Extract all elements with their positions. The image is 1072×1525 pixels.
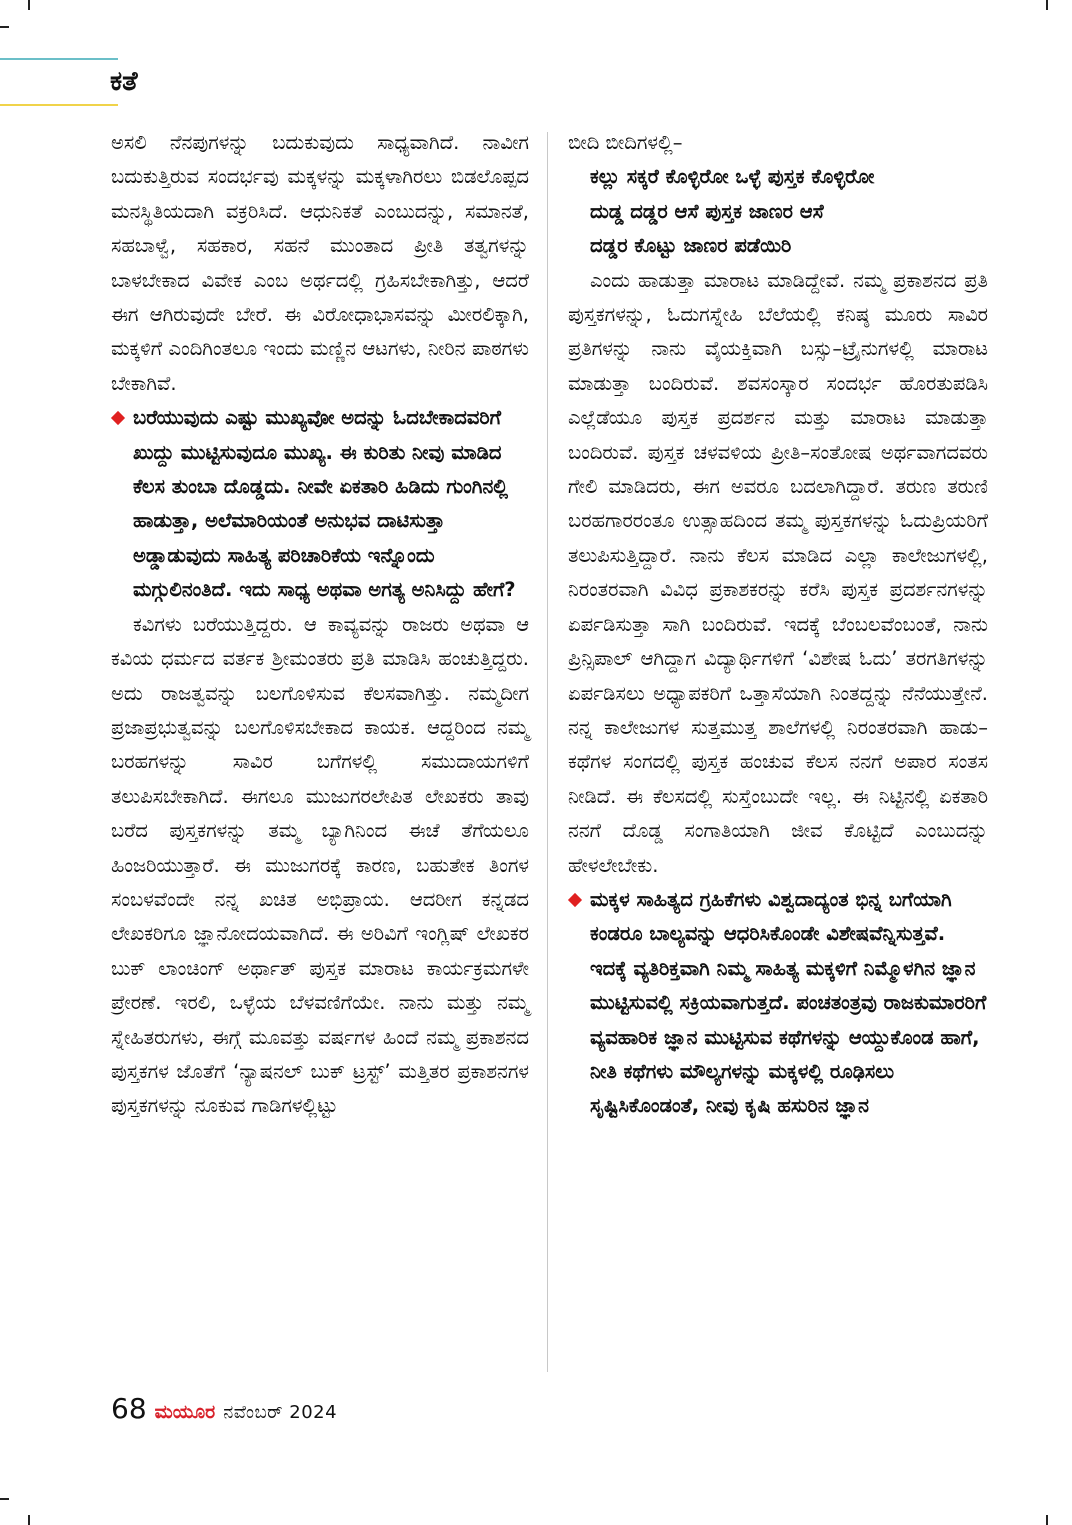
crop-mark xyxy=(28,1515,30,1525)
header-rule-yellow xyxy=(0,104,118,106)
section-title: ಕತೆ xyxy=(110,66,138,97)
left-column xyxy=(111,126,529,1124)
diamond-bullet-icon xyxy=(111,411,125,425)
verse-line: ದಡ್ಡರ ಕೊಟ್ಟು ಜಾಣರ ಪಡೆಯಿರಿ xyxy=(590,234,792,258)
magazine-logo: ಮಯೂರ xyxy=(154,1401,216,1423)
question-text: ಬರೆಯುವುದು ಎಷ್ಟು ಮುಖ್ಯವೋ ಅದನ್ನು ಓದಬೇಕಾದವರಿಗೆ ಖುದ್ದು ಮುಟ್ಟಿಸುವುದೂ ಮುಖ್ಯ. ಈ ಕುರಿತು ನೀವು ಮಾಡಿದ ಕೆಲಸ ತುಂಬಾ ದೊಡ್ಡದು. ನೀವೇ ಏಕತಾರಿ ಹಿಡಿದು ಗುಂಗಿನಲ್ಲಿ ಹಾಡುತ್ತಾ, ಅಲೆಮಾರಿಯಂತೆ ಅನುಭವ ದಾಟಿಸುತ್ತಾ ಅಡ್ಡಾಡುವುದು ಸಾಹಿತ್ಯ ಪರಿಚಾರಿಕೆಯ ಇನ್ನೊಂದು ಮಗ್ಗುಲಿನಂತಿದೆ. ಇದು ಸಾಧ್ಯ ಅಥವಾ ಅಗತ್ಯ ಅನಿಸಿದ್ದು ಹೇಗೆ? xyxy=(133,406,516,602)
page-number: 68 xyxy=(111,1392,147,1425)
crop-mark xyxy=(0,1498,9,1500)
crop-mark xyxy=(1046,1515,1048,1525)
header-rule-teal xyxy=(0,58,118,60)
crop-mark xyxy=(1046,0,1048,10)
crop-mark xyxy=(0,26,9,28)
issue-date: ನವೆಂಬರ್ 2024 xyxy=(223,1402,338,1423)
right-column xyxy=(568,126,988,1124)
page-footer xyxy=(111,1392,337,1425)
verse-line: ದುಡ್ಡ ದಡ್ಡರ ಆಸೆ ಪುಸ್ತಕ ಜಾಣರ ಆಸೆ xyxy=(590,199,824,223)
question-text: ಮಕ್ಕಳ ಸಾಹಿತ್ಯದ ಗ್ರಹಿಕೆಗಳು ವಿಶ್ವದಾದ್ಯಂತ ಭಿನ್ನ ಬಗೆಯಾಗಿ ಕಂಡರೂ ಬಾಲ್ಯವನ್ನು ಆಧರಿಸಿಕೊಂಡೇ ವಿಶೇಷವೆನ್ನಿಸುತ್ತವೆ. ಇದಕ್ಕೆ ವ್ಯತಿರಿಕ್ತವಾಗಿ ನಿಮ್ಮ ಸಾಹಿತ್ಯ ಮಕ್ಕಳಿಗೆ ನಿಮ್ಮೊಳಗಿನ ಜ್ಞಾನ ಮುಟ್ಟಿಸುವಲ್ಲಿ ಸಕ್ರಿಯವಾಗುತ್ತದೆ. ಪಂಚತಂತ್ರವು ರಾಜಕುಮಾರರಿಗೆ ವ್ಯವಹಾರಿಕ ಜ್ಞಾನ ಮುಟ್ಟಿಸುವ ಕಥೆಗಳನ್ನು ಆಯ್ದುಕೊಂಡ ಹಾಗೆ, ನೀತಿ ಕಥೆಗಳು ಮೌಲ್ಯಗಳನ್ನು ಮಕ್ಕಳಲ್ಲಿ ರೂಢಿಸಲು ಸೃಷ್ಟಿಸಿಕೊಂಡಂತೆ, ನೀವು ಕೃಷಿ ಹಸುರಿನ ಜ್ಞಾನ xyxy=(590,887,987,1118)
verse-line: ಕಲ್ಲು ಸಕ್ಕರೆ ಕೊಳ್ಳಿರೋ ಒಳ್ಳೆ ಪುಸ್ತಕ ಕೊಳ್ಳಿರೋ xyxy=(590,165,875,189)
body-paragraph: ಕವಿಗಳು ಬರೆಯುತ್ತಿದ್ದರು. ಆ ಕಾವ್ಯವನ್ನು ರಾಜರು ಅಥವಾ ಆ ಕವಿಯ ಧರ್ಮದ ವರ್ತಕ ಶ್ರೀಮಂತರು ಪ್ರತಿ ಮಾಡಿಸಿ ಹಂಚುತ್ತಿದ್ದರು. ಅದು ರಾಜತ್ವವನ್ನು ಬಲಗೊಳಿಸುವ ಕೆಲಸವಾಗಿತ್ತು. ನಮ್ಮದೀಗ ಪ್ರಜಾಪ್ರಭುತ್ವವನ್ನು ಬಲಗೊಳಿಸಬೇಕಾದ ಕಾಯಕ. ಆದ್ದರಿಂದ ನಮ್ಮ ಬರಹಗಳನ್ನು ಸಾವಿರ ಬಗೆಗಳಲ್ಲಿ ಸಮುದಾಯಗಳಿಗೆ ತಲುಪಿಸಬೇಕಾಗಿದೆ. ಈಗಲೂ ಮುಜುಗರಲೇಪಿತ ಲೇಖಕರು ತಾವು ಬರೆದ ಪುಸ್ತಕಗಳನ್ನು ತಮ್ಮ ಬ್ಯಾಗಿನಿಂದ ಈಚೆ ತೆಗೆಯಲೂ ಹಿಂಜರಿಯುತ್ತಾರೆ. ಈ ಮುಜುಗರಕ್ಕೆ ಕಾರಣ, ಬಹುತೇಕ ತಿಂಗಳ ಸಂಬಳವೆಂದೇ ನನ್ನ ಖಚಿತ ಅಭಿಪ್ರಾಯ. ಆದರೀಗ ಕನ್ನಡದ ಲೇಖಕರಿಗೂ ಜ್ಞಾನೋದಯವಾಗಿದೆ. ಈ ಅರಿವಿಗೆ ಇಂಗ್ಲಿಷ್ ಲೇಖಕರ ಬುಕ್ ಲಾಂಚಿಂಗ್ ಅರ್ಥಾತ್ ಪುಸ್ತಕ ಮಾರಾಟ ಕಾರ್ಯಕ್ರಮಗಳೇ ಪ್ರೇರಣೆ. ಇರಲಿ, ಒಳ್ಳೆಯ ಬೆಳವಣಿಗೆಯೇ. ನಾನು ಮತ್ತು ನಮ್ಮ ಸ್ನೇಹಿತರುಗಳು, ಈಗ್ಗೆ ಮೂವತ್ತು ವರ್ಷಗಳ ಹಿಂದೆ ನಮ್ಮ ಪ್ರಕಾಶನದ ಪುಸ್ತಕಗಳ ಜೊತೆಗೆ ‘ನ್ಯಾಷನಲ್ ಬುಕ್ ಟ್ರಸ್ಟ್’ ಮತ್ತಿತರ ಪ್ರಕಾಶನಗಳ ಪುಸ್ತಕಗಳನ್ನು ನೂಕುವ ಗಾಡಿಗಳಲ್ಲಿಟ್ಟು xyxy=(111,612,529,1118)
interview-question xyxy=(111,401,529,607)
diamond-bullet-icon xyxy=(568,893,582,907)
interview-question xyxy=(568,883,988,1124)
body-paragraph: ಎಂದು ಹಾಡುತ್ತಾ ಮಾರಾಟ ಮಾಡಿದ್ದೇವೆ. ನಮ್ಮ ಪ್ರಕಾಶನದ ಪ್ರತಿ ಪುಸ್ತಕಗಳನ್ನು, ಓದುಗಸ್ನೇಹಿ ಬೆಲೆಯಲ್ಲಿ ಕನಿಷ್ಠ ಮೂರು ಸಾವಿರ ಪ್ರತಿಗಳನ್ನು ನಾನು ವೈಯಕ್ತಿವಾಗಿ ಬಸ್ಸು–ಟ್ರೈನುಗಳಲ್ಲಿ ಮಾರಾಟ ಮಾಡುತ್ತಾ ಬಂದಿರುವೆ. ಶವಸಂಸ್ಕಾರ ಸಂದರ್ಭ ಹೊರತುಪಡಿಸಿ ಎಲ್ಲೆಡೆಯೂ ಪುಸ್ತಕ ಪ್ರದರ್ಶನ ಮತ್ತು ಮಾರಾಟ ಮಾಡುತ್ತಾ ಬಂದಿರುವೆ. ಪುಸ್ತಕ ಚಳವಳಿಯ ಪ್ರೀತಿ–ಸಂತೋಷ ಅರ್ಥವಾಗದವರು ಗೇಲಿ ಮಾಡಿದರು, ಈಗ ಅವರೂ ಬದಲಾಗಿದ್ದಾರೆ. ತರುಣ ತರುಣಿ ಬರಹಗಾರರಂತೂ ಉತ್ಸಾಹದಿಂದ ತಮ್ಮ ಪುಸ್ತಕಗಳನ್ನು ಓದುಪ್ರಿಯರಿಗೆ ತಲುಪಿಸುತ್ತಿದ್ದಾರೆ. ನಾನು ಕೆಲಸ ಮಾಡಿದ ಎಲ್ಲಾ ಕಾಲೇಜುಗಳಲ್ಲಿ, ನಿರಂತರವಾಗಿ ವಿವಿಧ ಪ್ರಕಾಶಕರನ್ನು ಕರೆಸಿ ಪುಸ್ತಕ ಪ್ರದರ್ಶನಗಳನ್ನು ಏರ್ಪಡಿಸುತ್ತಾ ಸಾಗಿ ಬಂದಿರುವೆ. ಇದಕ್ಕೆ ಬೆಂಬಲವೆಂಬಂತೆ, ನಾನು ಪ್ರಿನ್ಸಿಪಾಲ್ ಆಗಿದ್ದಾಗ ವಿದ್ಯಾರ್ಥಿಗಳಿಗೆ ‘ವಿಶೇಷ ಓದು’ ತರಗತಿಗಳನ್ನು ಏರ್ಪಡಿಸಲು ಅಧ್ಯಾಪಕರಿಗೆ ಒತ್ತಾಸೆಯಾಗಿ ನಿಂತದ್ದನ್ನು ನೆನೆಯುತ್ತೇನೆ. ನನ್ನ ಕಾಲೇಜುಗಳ ಸುತ್ತಮುತ್ತ ಶಾಲೆಗಳಲ್ಲಿ ನಿರಂತರವಾಗಿ ಹಾಡು–ಕಥೆಗಳ ಸಂಗದಲ್ಲಿ ಪುಸ್ತಕ ಹಂಚುವ ಕೆಲಸ ನನಗೆ ಅಪಾರ ಸಂತಸ ನೀಡಿದೆ. ಈ ಕೆಲಸದಲ್ಲಿ ಸುಸ್ತೆಂಬುದೇ ಇಲ್ಲ. ಈ ನಿಟ್ಟಿನಲ್ಲಿ ಏಕತಾರಿ ನನಗೆ ದೊಡ್ಡ ಸಂಗಾತಿಯಾಗಿ ಜೀವ ಕೊಟ್ಟಿದೆ ಎಂಬುದನ್ನು ಹೇಳಲೇಬೇಕು. xyxy=(568,268,988,877)
body-paragraph: ಅಸಲಿ ನೆನಪುಗಳನ್ನು ಬದುಕುವುದು ಸಾಧ್ಯವಾಗಿದೆ. ನಾವೀಗ ಬದುಕುತ್ತಿರುವ ಸಂದರ್ಭವು ಮಕ್ಕಳನ್ನು ಮಕ್ಕಳಾಗಿರಲು ಬಿಡಲೊಪ್ಪದ ಮನಸ್ಥಿತಿಯದಾಗಿ ವಕ್ರರಿಸಿದೆ. ಆಧುನಿಕತೆ ಎಂಬುದನ್ನು, ಸಮಾನತೆ, ಸಹಬಾಳ್ವೆ, ಸಹಕಾರ, ಸಹನೆ ಮುಂತಾದ ಪ್ರೀತಿ ತತ್ವಗಳನ್ನು ಬಾಳಬೇಕಾದ ವಿವೇಕ ಎಂಬ ಅರ್ಥದಲ್ಲಿ ಗ್ರಹಿಸಬೇಕಾಗಿತ್ತು, ಆದರೆ ಈಗ ಆಗಿರುವುದೇ ಬೇರೆ. ಈ ವಿರೋಧಾಭಾಸವನ್ನು ಮೀರಲಿಕ್ಕಾಗಿ, ಮಕ್ಕಳಿಗೆ ಎಂದಿಗಿಂತಲೂ ಇಂದು ಮಣ್ಣಿನ ಆಟಗಳು, ನೀರಿನ ಪಾಠಗಳು ಬೇಕಾಗಿವೆ. xyxy=(111,131,529,395)
body-paragraph: ಬೀದಿ ಬೀದಿಗಳಲ್ಲಿ– xyxy=(568,131,683,154)
song-verse xyxy=(568,160,988,263)
crop-mark xyxy=(28,0,30,10)
column-divider xyxy=(547,132,548,1372)
